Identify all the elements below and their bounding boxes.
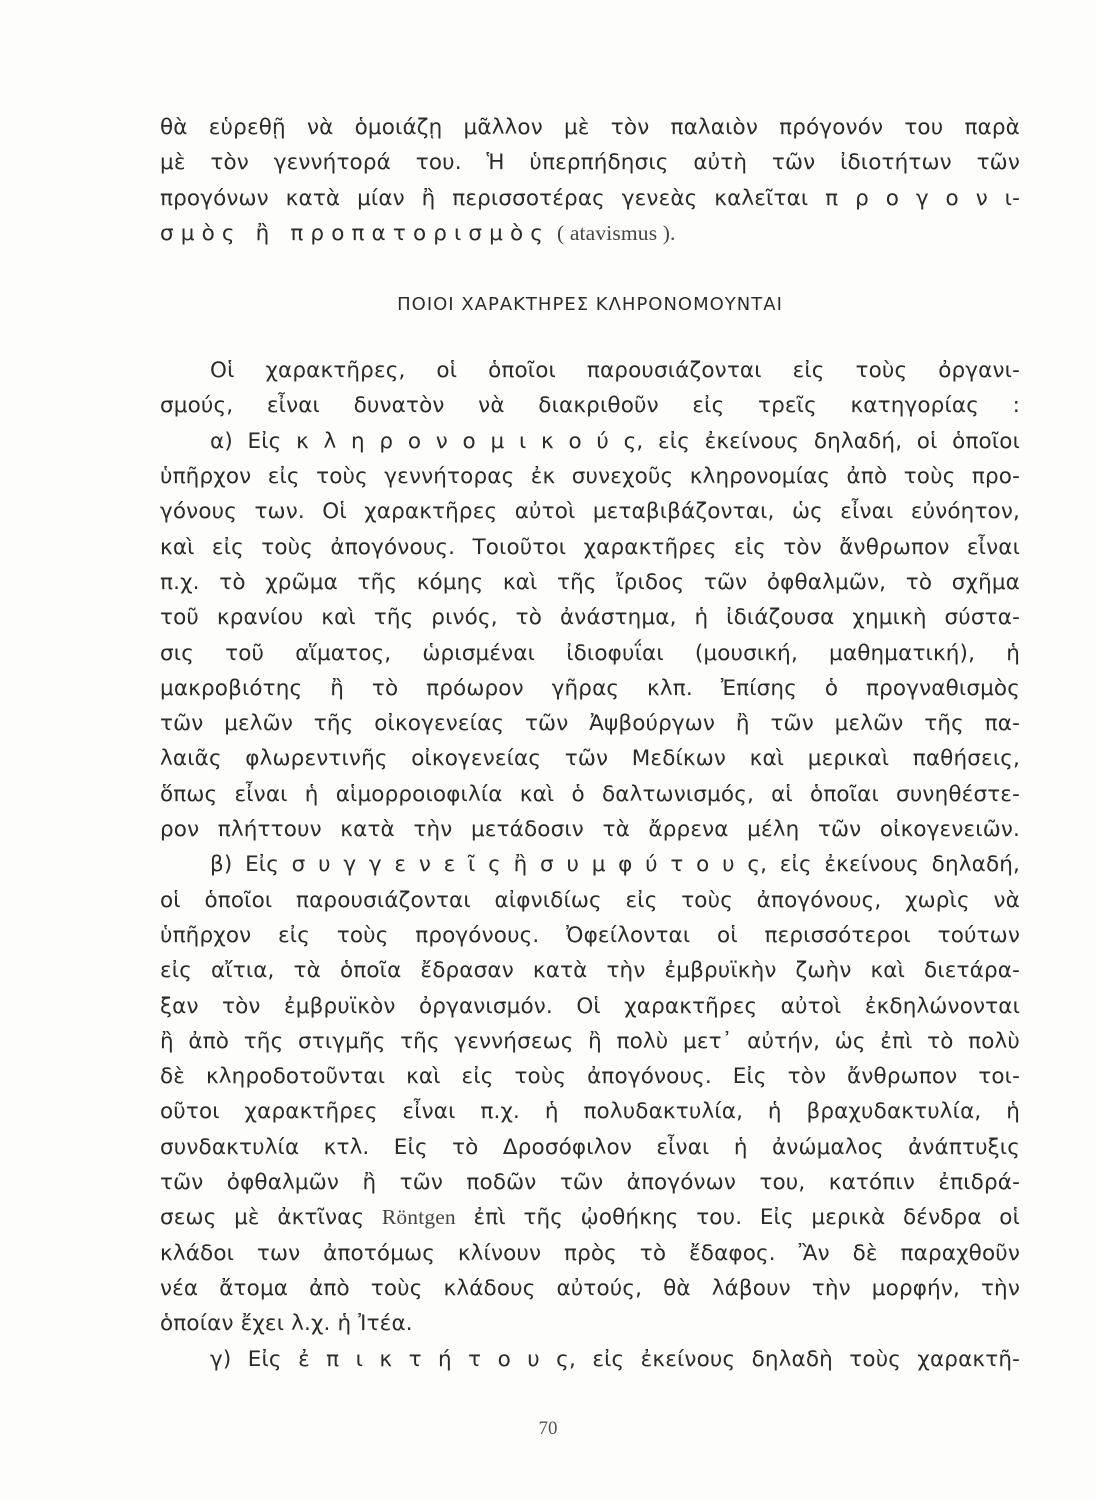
item-label: γ) Εἰς <box>210 1346 282 1372</box>
spaced-term: σ υ μ φ ύ τ ο υ ς, <box>540 852 768 878</box>
conjunction: ἢ <box>513 852 528 878</box>
text-fragment: εἰς ἐκείνους δηλαδή, οἱ ὁποῖοι <box>658 428 1020 454</box>
term-progonismos-end: σ μ ὸ ς <box>160 220 235 246</box>
text-line: Οἱ χαρακτῆρες, οἱ ὁποῖοι παρουσιάζονται εἰς τοὺς ὀργανι- <box>210 358 1020 384</box>
text-line <box>160 181 1020 216</box>
text-fragment: προγόνων κατὰ μίαν ἢ περισσοτέρας γενεὰς καλεῖται <box>160 185 809 211</box>
conjunction: ἢ <box>255 220 270 246</box>
text-fragment: σεως μὲ ἀκτῖνας <box>160 1205 365 1231</box>
text-line: συνδακτυλία κτλ. Εἰς τὸ Δροσόφιλον εἶναι ἡ ἀνώμαλος ἀνάπτυξις <box>160 1134 1020 1160</box>
text-line: οἱ ὁποῖοι παρουσιάζονται αἰφνιδίως εἰς τοὺς ἀπογόνους, χωρὶς νὰ <box>160 887 1020 913</box>
text-line: δὲ κληροδοτοῦνται καὶ εἰς τοὺς ἀπογόνους. Εἰς τὸν ἄνθρωπον τοι- <box>160 1064 1020 1090</box>
text-line: τοῦ κρανίου καὶ τῆς ρινός, τὸ ἀνάστημα, ἡ ἰδιάζουσα χημικὴ σύστα- <box>160 605 1020 631</box>
text-line: νέα ἄτομα ἀπὸ τοὺς κλάδους αὐτούς, θὰ λάβουν τὴν μορφήν, τὴν <box>160 1275 1020 1301</box>
text-line: σις τοῦ αἵματος, ὡρισμέναι ἰδιοφυΐαι (μουσική, μαθηματική), ἡ <box>160 640 1020 666</box>
spaced-term: κ λ η ρ ο ν ο μ ι κ ο ύ ς, <box>296 428 644 454</box>
page-text <box>160 110 1020 1377</box>
text-fragment: ἐπὶ τῆς ᾠοθήκης του. Εἰς μερικὰ δένδρα οἱ <box>473 1205 1020 1231</box>
text-fragment: εἰς ἐκείνους δηλαδή, <box>779 852 1020 878</box>
text-line <box>160 216 1020 251</box>
section-heading: ΠΟΙΟΙ ΧΑΡΑΚΤΗΡΕΣ ΚΛΗΡΟΝΟΜΟΥΝΤΑΙ <box>397 294 783 316</box>
text-line: ὑπῆρχον εἰς τοὺς γεννήτορας ἐκ συνεχοῦς κληρονομίας ἀπὸ τοὺς προ- <box>160 464 1020 490</box>
text-line <box>160 1200 1020 1235</box>
text-line: θὰ εὑρεθῇ νὰ ὁμοιάζῃ μᾶλλον μὲ τὸν παλαιὸν πρόγονόν του παρὰ <box>160 115 1020 140</box>
term-propatorismos: π ρ ο π α τ ο ρ ι σ μ ὸ ς <box>290 220 544 246</box>
text-line: κλάδοι των ἀποτόμως κλίνουν πρὸς τὸ ἔδαφος. Ἂν δὲ παραχθοῦν <box>160 1240 1020 1266</box>
list-item-a <box>160 424 1020 459</box>
item-label: β) Εἰς <box>210 852 279 878</box>
latin-term: Röntgen <box>381 1205 456 1230</box>
list-item-c <box>160 1342 1020 1377</box>
text-line: μὲ τὸν γεννήτορά του. Ἡ ὑπερπήδησις αὐτὴ τῶν ἰδιοτήτων τῶν <box>160 150 1020 176</box>
text-line: οῦτοι χαρακτῆρες εἶναι π.χ. ἡ πολυδακτυλία, ἡ βραχυδακτυλία, ἡ <box>160 1099 1020 1125</box>
text-line: μακροβιότης ἢ τὸ πρόωρον γῆρας κλπ. Ἐπίσης ὁ προγναθισμὸς <box>160 675 1020 701</box>
text-line: τῶν μελῶν τῆς οἰκογενείας τῶν Ἀψβούργων ἢ τῶν μελῶν τῆς πα- <box>160 711 1020 737</box>
text-line: τῶν ὀφθαλμῶν ἢ τῶν ποδῶν τῶν ἀπογόνων του, κατόπιν ἐπιδρά- <box>160 1170 1020 1196</box>
page-number: 70 <box>538 1418 558 1439</box>
text-line: ὁποίαν ἔχει λ.χ. ἡ Ἰτέα. <box>160 1311 413 1337</box>
text-line: ξαν τὸν ἐμβρυϊκὸν ὀργανισμόν. Οἱ χαρακτῆρες αὐτοὶ ἐκδηλώνονται <box>160 993 1020 1019</box>
text-line: ρον πλήττουν κατὰ τὴν μετάδοσιν τὰ ἄρρενα μέλη τῶν οἰκογενειῶν. <box>160 817 1020 843</box>
text-line: ἢ ἀπὸ τῆς στιγμῆς τῆς γεννήσεως ἢ πολὺ μετ᾽ αὐτήν, ὡς ἐπὶ τὸ πολὺ <box>160 1028 1020 1054</box>
latin-term: ( atavismus ). <box>557 220 676 245</box>
text-line: ὅπως εἶναι ἡ αἱμορροιοφιλία καὶ ὁ δαλτωνισμός, αἱ ὁποῖαι συνηθέστε- <box>160 781 1020 807</box>
text-line: λαιᾶς φλωρεντινῆς οἰκογενείας τῶν Μεδίκων καὶ μερικαὶ παθήσεις, <box>160 746 1020 772</box>
text-line: εἰς αἴτια, τὰ ὁποῖα ἔδρασαν κατὰ τὴν ἐμβρυϊκὴν ζωὴν καὶ διετάρα- <box>160 958 1020 984</box>
term-progonismos: π ρ ο γ ο ν ι- <box>825 185 1020 211</box>
text-fragment: εἰς ἐκείνους δηλαδὴ τοὺς χαρακτῆ- <box>592 1346 1020 1372</box>
item-label: α) Εἰς <box>210 428 282 454</box>
list-item-b <box>160 847 1020 882</box>
text-line: σμούς, εἶναι δυνατὸν νὰ διακριθοῦν εἰς τρεῖς κατηγορίας : <box>160 393 1020 419</box>
text-line: γόνους των. Οἱ χαρακτῆρες αὐτοὶ μεταβιβάζονται, ὡς εἶναι εὐνόητον, <box>160 499 1020 525</box>
text-line: π.χ. τὸ χρῶμα τῆς κόμης καὶ τῆς ἴριδος τῶν ὀφθαλμῶν, τὸ σχῆμα <box>160 569 1020 595</box>
text-line: καὶ εἰς τοὺς ἀπογόνους. Τοιοῦτοι χαρακτῆρες εἰς τὸν ἄνθρωπον εἶναι <box>160 534 1020 560</box>
spaced-term: σ υ γ γ ε ν ε ῖ ς <box>291 852 501 878</box>
text-line: ὑπῆρχον εἰς τοὺς προγόνους. Ὀφείλονται οἱ περισσότεροι τούτων <box>160 922 1020 948</box>
spaced-term: ἐ π ι κ τ ή τ ο υ ς, <box>298 1346 576 1372</box>
